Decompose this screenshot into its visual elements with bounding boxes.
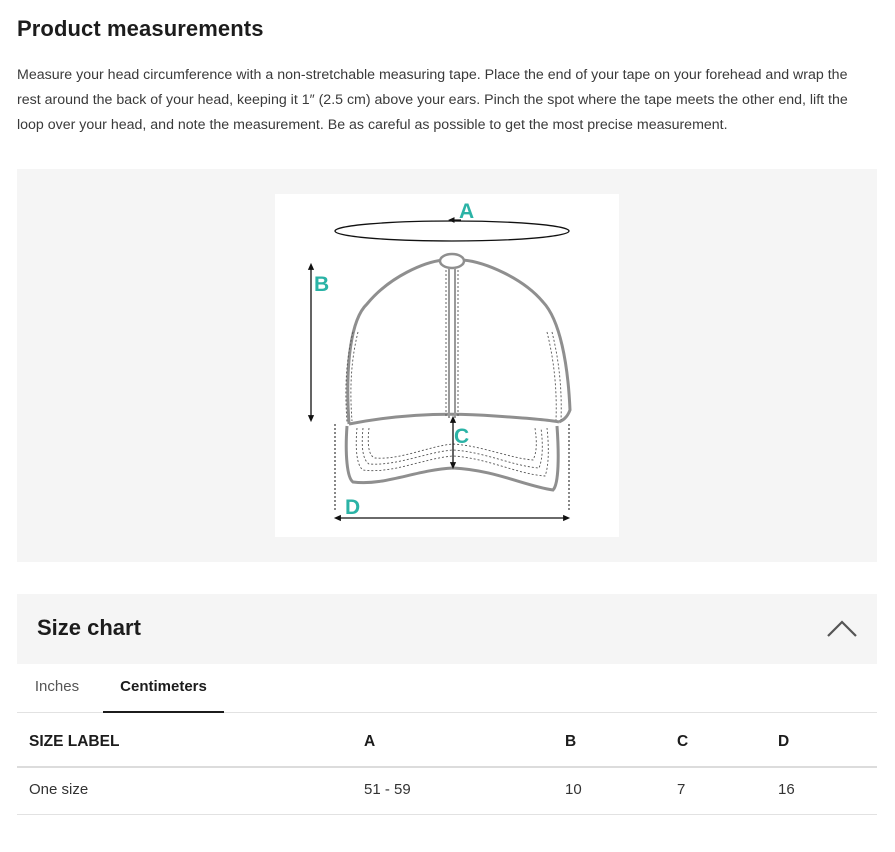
- label-c: C: [454, 425, 470, 448]
- cell-b: 10: [565, 781, 582, 798]
- label-a: A: [459, 200, 475, 223]
- cell-d: 16: [778, 781, 795, 798]
- table-row: [17, 768, 877, 815]
- column-header-a: A: [364, 733, 376, 750]
- circumference-ellipse: [335, 221, 569, 241]
- cell-a: 51 - 59: [364, 781, 411, 798]
- chevron-up-icon: [825, 616, 859, 642]
- label-d: D: [345, 496, 361, 519]
- tab-inches[interactable]: Inches: [34, 678, 80, 695]
- table-header-row: [17, 712, 877, 768]
- column-header-size-label: SIZE LABEL: [29, 733, 120, 750]
- baseball-cap-icon: [275, 194, 619, 537]
- measurement-instructions: Measure your head circumference with a non-stretchable measuring tape. Place the end of your tape on your forehead and wrap the rest around the back of your head, keeping it 1″ (2.5 cm) above your ears. Pinch the spot where the tape meets the other end, lift the loop over your head, and note the measurement. Be as careful as possible to get the most precise measurement.: [17, 67, 848, 133]
- collapse-button[interactable]: [825, 616, 859, 642]
- cap-diagram: [275, 194, 619, 537]
- cell-size-label: One size: [29, 781, 89, 798]
- size-chart-title: Size chart: [37, 615, 141, 640]
- tab-centimeters[interactable]: Centimeters: [103, 664, 224, 713]
- size-chart-header: [17, 594, 877, 664]
- unit-tabs: [17, 664, 877, 713]
- cell-c: 7: [677, 781, 686, 798]
- label-b: B: [314, 273, 330, 296]
- column-header-d: D: [778, 733, 790, 750]
- column-header-c: C: [677, 733, 689, 750]
- size-table: [17, 712, 877, 815]
- page-title: Product measurements: [17, 16, 264, 41]
- measurement-diagram-panel: [17, 169, 877, 562]
- column-header-b: B: [565, 733, 577, 750]
